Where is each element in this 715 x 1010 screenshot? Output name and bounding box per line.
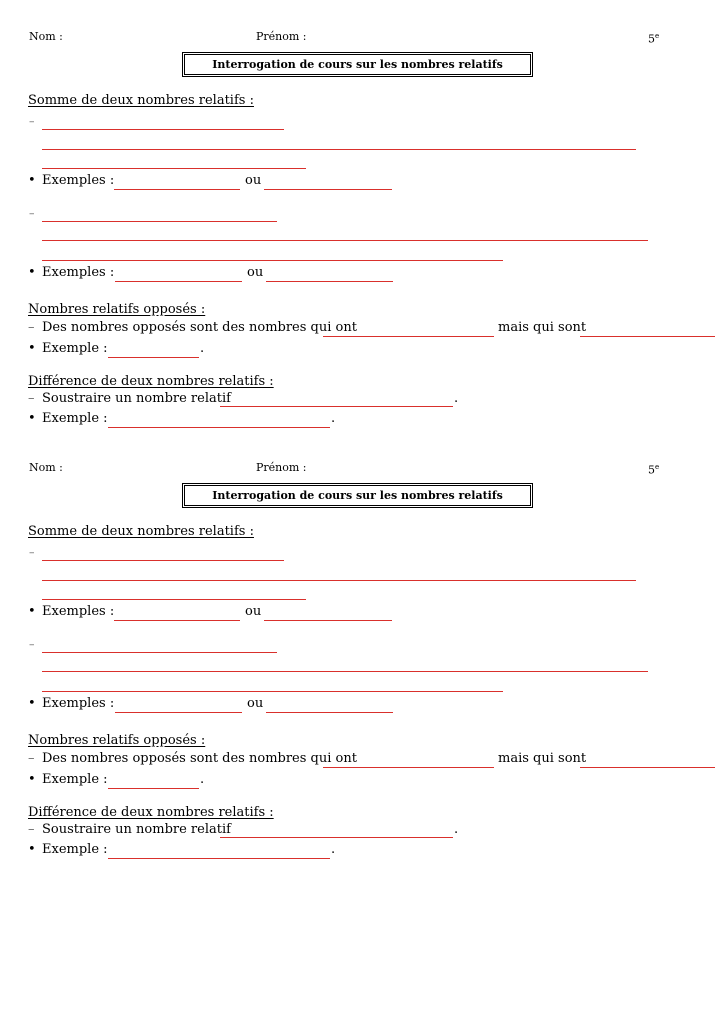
example-label: Exemple :: [42, 842, 108, 857]
ou-label: ou: [247, 265, 264, 280]
examples-label: Exemples :: [42, 604, 115, 619]
example-label: Exemple :: [42, 411, 108, 426]
answer-line[interactable]: [42, 691, 503, 692]
ou-label: ou: [245, 173, 262, 188]
answer-line[interactable]: [114, 620, 240, 621]
ou-label: ou: [245, 604, 262, 619]
level-number: 5: [648, 32, 655, 46]
period: .: [200, 772, 205, 787]
answer-line[interactable]: [42, 168, 306, 169]
period: .: [454, 822, 459, 837]
difference-heading: Différence de deux nombres relatifs :: [28, 805, 274, 820]
answer-line[interactable]: [42, 652, 277, 653]
quiz-title: Interrogation de cours sur les nombres relatifs: [212, 489, 503, 502]
nom-label: Nom :: [29, 30, 63, 43]
answer-line[interactable]: [42, 221, 277, 222]
bullet: •: [28, 265, 36, 280]
answer-line[interactable]: [108, 427, 330, 428]
opposes-heading: Nombres relatifs opposés :: [28, 302, 206, 317]
dash-marker: –: [28, 391, 35, 406]
answer-line[interactable]: [114, 189, 240, 190]
answer-line[interactable]: [42, 580, 636, 581]
bullet: •: [28, 173, 36, 188]
period: .: [331, 842, 336, 857]
answer-line[interactable]: [264, 620, 392, 621]
dash-marker: –: [29, 115, 35, 128]
title-box: [182, 483, 533, 508]
answer-line[interactable]: [42, 149, 636, 150]
answer-line[interactable]: [42, 599, 306, 600]
period: .: [331, 411, 336, 426]
opposes-text1: Des nombres opposés sont des nombres qui ont: [42, 320, 357, 335]
dash-marker: –: [29, 207, 35, 220]
dash-marker: –: [28, 751, 35, 766]
answer-line[interactable]: [108, 858, 330, 859]
answer-line[interactable]: [42, 240, 648, 241]
level-label: [648, 460, 659, 478]
difference-text1: Soustraire un nombre relatif: [42, 391, 231, 406]
bullet: •: [28, 411, 36, 426]
opposes-heading: Nombres relatifs opposés :: [28, 733, 206, 748]
answer-line[interactable]: [115, 281, 242, 282]
dash-marker: –: [28, 822, 35, 837]
answer-line[interactable]: [220, 837, 453, 838]
answer-line[interactable]: [580, 336, 715, 337]
dash-marker: –: [29, 546, 35, 559]
examples-label: Exemples :: [42, 265, 115, 280]
answer-line[interactable]: [42, 260, 503, 261]
answer-line[interactable]: [266, 712, 393, 713]
answer-line[interactable]: [323, 767, 494, 768]
opposes-text2: mais qui sont: [498, 320, 587, 335]
somme-heading: Somme de deux nombres relatifs :: [28, 93, 254, 108]
answer-line[interactable]: [42, 560, 284, 561]
examples-label: Exemples :: [42, 696, 115, 711]
answer-line[interactable]: [323, 336, 494, 337]
opposes-text2: mais qui sont: [498, 751, 587, 766]
bullet: •: [28, 341, 36, 356]
answer-line[interactable]: [108, 788, 199, 789]
somme-heading: Somme de deux nombres relatifs :: [28, 524, 254, 539]
ou-label: ou: [247, 696, 264, 711]
example-label: Exemple :: [42, 772, 108, 787]
nom-label: Nom :: [29, 461, 63, 474]
dash-marker: –: [28, 320, 35, 335]
difference-text1: Soustraire un nombre relatif: [42, 822, 231, 837]
answer-line[interactable]: [266, 281, 393, 282]
answer-line[interactable]: [108, 357, 199, 358]
level-sup: e: [655, 32, 660, 40]
period: .: [200, 341, 205, 356]
answer-line[interactable]: [115, 712, 242, 713]
example-label: Exemple :: [42, 341, 108, 356]
level-number: 5: [648, 463, 655, 477]
dash-marker: –: [29, 638, 35, 651]
answer-line[interactable]: [580, 767, 715, 768]
prenom-label: Prénom :: [256, 30, 307, 43]
bullet: •: [28, 772, 36, 787]
quiz-title: Interrogation de cours sur les nombres relatifs: [212, 58, 503, 71]
bullet: •: [28, 842, 36, 857]
bullet: •: [28, 696, 36, 711]
answer-line[interactable]: [264, 189, 392, 190]
opposes-text1: Des nombres opposés sont des nombres qui ont: [42, 751, 357, 766]
answer-line[interactable]: [42, 671, 648, 672]
examples-label: Exemples :: [42, 173, 115, 188]
answer-line[interactable]: [220, 406, 453, 407]
answer-line[interactable]: [42, 129, 284, 130]
difference-heading: Différence de deux nombres relatifs :: [28, 374, 274, 389]
bullet: •: [28, 604, 36, 619]
level-label: [648, 29, 659, 47]
prenom-label: Prénom :: [256, 461, 307, 474]
level-sup: e: [655, 463, 660, 471]
title-box: [182, 52, 533, 77]
period: .: [454, 391, 459, 406]
